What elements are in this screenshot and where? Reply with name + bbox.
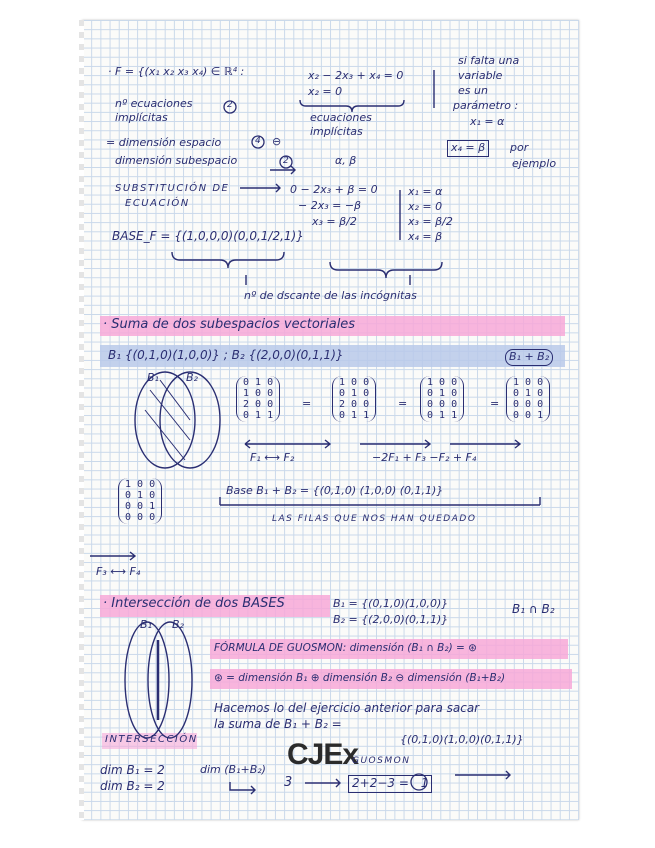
interseccion-label: INTERSECCIÓN <box>105 734 198 745</box>
int-B1: B₁ = {(0,1,0)(1,0,0)} <box>333 597 449 610</box>
dim-2: 2 <box>283 156 289 166</box>
equation-2: x₂ = 0 <box>308 85 343 98</box>
int-B2: B₂ = {(2,0,0)(0,1,1)} <box>333 613 449 626</box>
sol-x4: x₄ = β <box>408 230 443 243</box>
dim-subespacio: dimensión subespacio <box>115 154 238 167</box>
matrix-4: 1 0 0 0 1 0 0 0 0 0 0 1 <box>506 376 550 422</box>
substitucion: SUBSTITUCIÓN DE <box>115 183 230 194</box>
dim-B2: dim B₂ = 2 <box>100 779 165 793</box>
formula-grassmann: FÓRMULA DE GUOSMON: dimensión (B₁ ∩ B₂) = ⊛ <box>214 642 477 654</box>
eq-sign-2: = <box>398 397 408 410</box>
base-F: BASE_F = {(1,0,0,0)(0,0,1/2,1)} <box>112 229 304 243</box>
ecuacion: ECUACIÓN <box>125 198 190 209</box>
grassmann-expr: 2+2−3 = <box>352 776 409 790</box>
dim-espacio: = dimensión espacio <box>106 136 222 149</box>
section-interseccion: · Intersección de dos BASES <box>103 596 285 611</box>
params: α, β <box>335 154 357 167</box>
matrix-3: 1 0 0 0 1 0 0 0 0 0 1 1 <box>420 376 464 422</box>
grassmann-result <box>348 775 432 793</box>
oval-B1: B₁ <box>140 618 152 631</box>
dim-sum: dim (B₁+B₂) <box>200 763 266 776</box>
guosmon-label: GUOSMON <box>352 756 411 766</box>
filas-quedado: LAS FILAS QUE NOS HAN QUEDADO <box>272 514 477 524</box>
dimension-formula: ⊛ = dimensión B₁ ⊕ dimensión B₂ ⊖ dimensión (B₁+B₂) <box>214 672 506 684</box>
side-note-1: si falta una <box>458 54 520 67</box>
hacemos-2: la suma de B₁ + B₂ = <box>214 717 342 731</box>
sub-eq-1: 0 − 2x₃ + β = 0 <box>290 183 378 196</box>
side-note-2: variable <box>458 69 503 82</box>
side-note-3: es un <box>458 84 488 97</box>
row-op-1: F₁ ⟷ F₂ <box>250 451 295 464</box>
int-symbol: B₁ ∩ B₂ <box>512 602 555 616</box>
sol-x3: x₃ = β/2 <box>408 215 453 228</box>
oval-B2: B₂ <box>172 618 184 631</box>
sol-x1: x₁ = α <box>408 185 443 198</box>
n-ecuaciones: nº ecuaciones <box>115 97 193 110</box>
n-descarte: nº de dscante de las incógnitas <box>244 289 417 302</box>
equation-1: x₂ − 2x₃ + x₄ = 0 <box>308 69 404 82</box>
matrix-2: 1 0 0 0 1 0 2 0 0 0 1 1 <box>332 376 376 422</box>
sum-result: {(0,1,0)(1,0,0)(0,1,1)} <box>400 733 524 746</box>
dim-4: 4 <box>255 136 261 146</box>
matrix-5: 1 0 0 0 1 0 0 0 1 0 0 0 <box>118 478 162 524</box>
row-op-2: −2F₁ + F₃ −F₂ + F₄ <box>372 451 477 464</box>
dim-sum-value: 3 <box>284 775 293 790</box>
ejemplo: ejemplo <box>512 157 557 170</box>
sum-label: B₁ + B₂ <box>505 349 553 366</box>
sub-eq-3: x₃ = β/2 <box>312 215 357 228</box>
cjex-watermark: CJEx <box>287 738 359 771</box>
bases-B1-B2: B₁ {(0,1,0)(1,0,0)} ; B₂ {(2,0,0)(0,1,1)} <box>108 348 344 362</box>
section-suma: · Suma de dos subespacios vectoriales <box>103 317 356 332</box>
eq-sign-3: = <box>490 397 500 410</box>
sol-x2: x₂ = 0 <box>408 200 443 213</box>
count-2: 2 <box>227 100 233 110</box>
grassmann-answer: 1 <box>420 776 429 790</box>
ecuaciones-label: ecuaciones <box>310 111 372 124</box>
implicitas: implícitas <box>115 111 168 124</box>
implicitas-label: implícitas <box>310 125 363 138</box>
por: por <box>510 141 529 154</box>
venn-B1: B₁ <box>147 371 159 384</box>
venn-B2: B₂ <box>186 371 198 384</box>
matrix-1: 0 1 0 1 0 0 2 0 0 0 1 1 <box>236 376 280 422</box>
minus-circle: ⊖ <box>272 135 282 148</box>
side-note-4: parámetro : <box>453 99 519 112</box>
base-sum: Base B₁ + B₂ = {(0,1,0) (1,0,0) (0,1,1)} <box>226 484 444 497</box>
sub-eq-2: − 2x₃ = −β <box>298 199 362 212</box>
hacemos-1: Hacemos lo del ejercicio anterior para sacar <box>214 701 480 715</box>
side-note-5: x₁ = α <box>470 115 505 128</box>
row-op-3: F₃ ⟷ F₄ <box>96 565 141 578</box>
definition-F: · F = {(x₁ x₂ x₃ x₄) ∈ ℝ⁴ : <box>108 65 245 78</box>
eq-sign-1: = <box>302 397 312 410</box>
dim-B1: dim B₁ = 2 <box>100 763 165 777</box>
x4-beta-box: x₄ = β <box>447 140 489 157</box>
